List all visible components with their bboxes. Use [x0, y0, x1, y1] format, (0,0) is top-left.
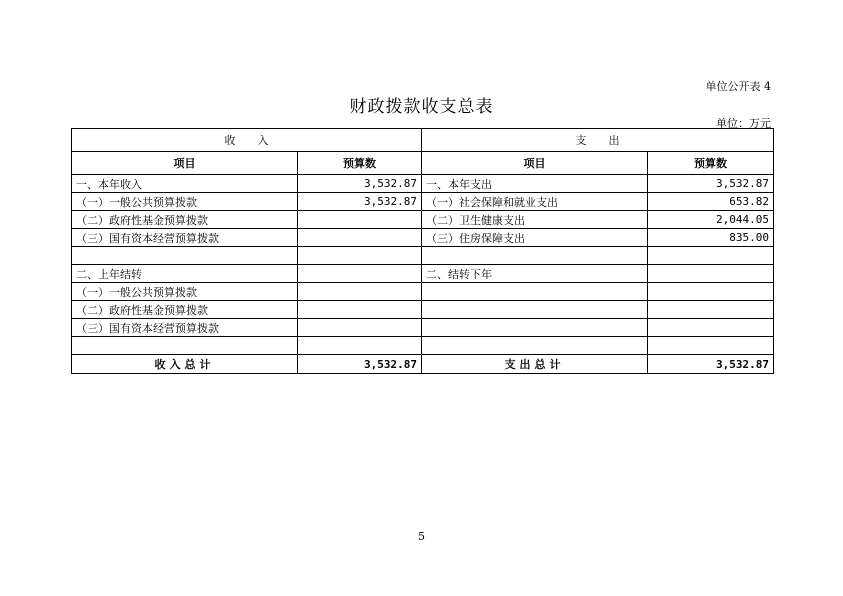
budget-table [71, 128, 774, 374]
unit-label: 单位：万元 [716, 117, 771, 130]
expense-item [422, 337, 648, 355]
form-number: 单位公开表 4 [705, 80, 771, 93]
expense-amount-header: 预算数 [648, 152, 774, 175]
section-header-row [72, 129, 774, 152]
column-header-row [72, 152, 774, 175]
expense-item [422, 319, 648, 337]
income-section-header: 收 入 [72, 129, 422, 152]
income-item-header: 项目 [72, 152, 298, 175]
table-row [72, 337, 774, 355]
income-item: 一、本年收入 [72, 175, 298, 193]
income-item: （一）一般公共预算拨款 [72, 283, 298, 301]
expense-amount [648, 247, 774, 265]
expense-amount: 3,532.87 [648, 175, 774, 193]
table-row [72, 283, 774, 301]
table-row [72, 229, 774, 247]
income-total-label: 收入总计 [72, 355, 298, 374]
income-amount [298, 337, 422, 355]
expense-item-header: 项目 [422, 152, 648, 175]
income-item: （二）政府性基金预算拨款 [72, 211, 298, 229]
income-item: （三）国有资本经营预算拨款 [72, 229, 298, 247]
income-amount [298, 229, 422, 247]
table-row [72, 247, 774, 265]
income-total-amount: 3,532.87 [298, 355, 422, 374]
expense-item: （二）卫生健康支出 [422, 211, 648, 229]
income-amount [298, 283, 422, 301]
expense-item: 二、结转下年 [422, 265, 648, 283]
income-item: 二、上年结转 [72, 265, 298, 283]
total-row [72, 355, 774, 374]
expense-item: 一、本年支出 [422, 175, 648, 193]
expense-amount [648, 337, 774, 355]
expense-total-label: 支出总计 [422, 355, 648, 374]
expense-item [422, 301, 648, 319]
income-amount [298, 301, 422, 319]
income-item: （二）政府性基金预算拨款 [72, 301, 298, 319]
income-amount [298, 247, 422, 265]
expense-item [422, 247, 648, 265]
expense-total-amount: 3,532.87 [648, 355, 774, 374]
expense-amount: 653.82 [648, 193, 774, 211]
expense-amount: 835.00 [648, 229, 774, 247]
income-amount: 3,532.87 [298, 193, 422, 211]
expense-item: （三）住房保障支出 [422, 229, 648, 247]
income-amount: 3,532.87 [298, 175, 422, 193]
income-item: （一）一般公共预算拨款 [72, 193, 298, 211]
expense-amount: 2,044.05 [648, 211, 774, 229]
income-amount-header: 预算数 [298, 152, 422, 175]
table-row [72, 175, 774, 193]
table-row [72, 319, 774, 337]
expense-item: （一）社会保障和就业支出 [422, 193, 648, 211]
income-item: （三）国有资本经营预算拨款 [72, 319, 298, 337]
table-row [72, 265, 774, 283]
income-amount [298, 265, 422, 283]
expense-amount [648, 301, 774, 319]
table-row [72, 193, 774, 211]
income-item [72, 337, 298, 355]
page-title: 财政拨款收支总表 [349, 97, 494, 117]
expense-amount [648, 319, 774, 337]
page-number: 5 [418, 530, 425, 543]
table-row [72, 301, 774, 319]
income-amount [298, 211, 422, 229]
expense-amount [648, 265, 774, 283]
table-row [72, 211, 774, 229]
expense-section-header: 支 出 [422, 129, 774, 152]
expense-item [422, 283, 648, 301]
income-amount [298, 319, 422, 337]
expense-amount [648, 283, 774, 301]
income-item [72, 247, 298, 265]
